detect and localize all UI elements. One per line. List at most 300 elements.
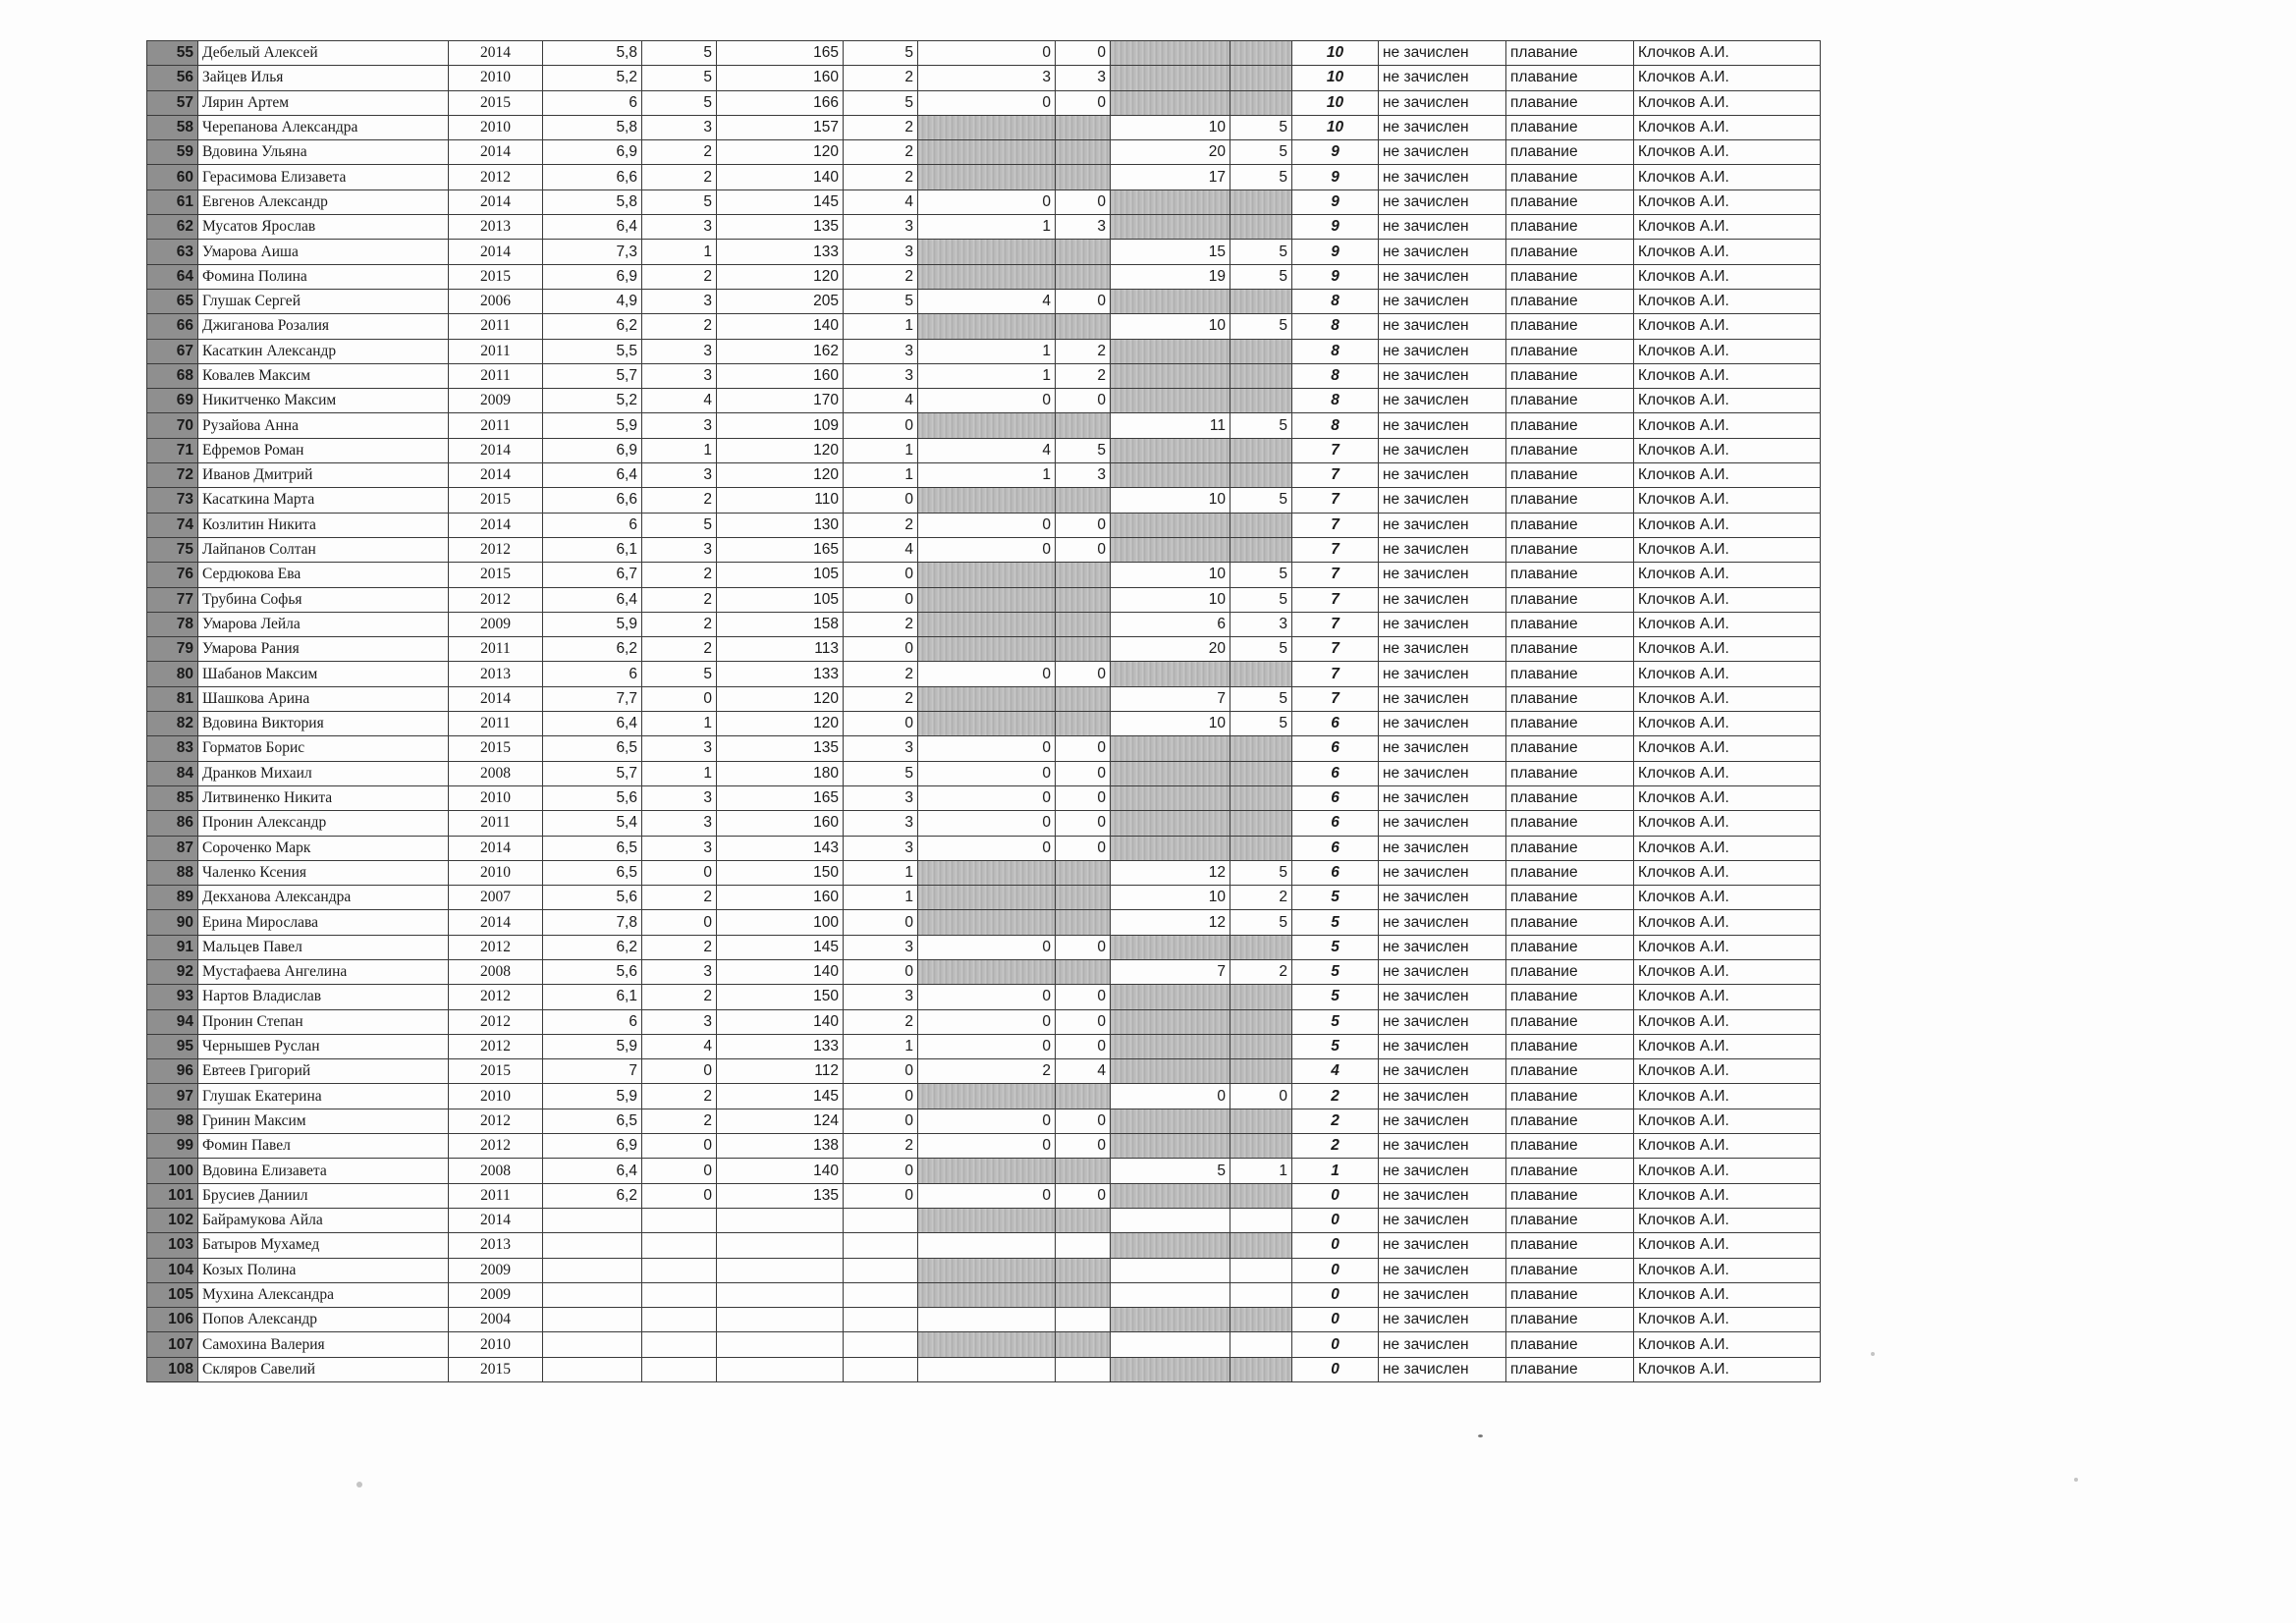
coach-cell: Клочков А.И. xyxy=(1634,1034,1821,1058)
status-cell: не зачислен xyxy=(1379,1282,1506,1307)
birth-year: 2014 xyxy=(449,1208,543,1232)
test-value-3 xyxy=(918,1332,1056,1357)
test-points-4 xyxy=(1230,438,1292,462)
status-cell: не зачислен xyxy=(1379,1034,1506,1058)
test-points-2: 2 xyxy=(844,662,918,686)
test-points-3 xyxy=(1056,712,1111,736)
birth-year: 2015 xyxy=(449,488,543,513)
test-value-1: 6,9 xyxy=(543,264,642,289)
table-row xyxy=(147,41,1821,66)
test-points-3 xyxy=(1056,910,1111,935)
student-name: Нартов Владислав xyxy=(198,985,449,1009)
total-score: 0 xyxy=(1292,1183,1379,1208)
student-name: Умарова Аиша xyxy=(198,240,449,264)
test-value-1: 5,8 xyxy=(543,189,642,214)
status-cell: не зачислен xyxy=(1379,637,1506,662)
coach-cell: Клочков А.И. xyxy=(1634,935,1821,959)
test-points-1 xyxy=(642,1258,717,1282)
test-points-4 xyxy=(1230,1034,1292,1058)
table-row xyxy=(147,563,1821,587)
test-value-3: 3 xyxy=(918,66,1056,90)
coach-cell: Клочков А.И. xyxy=(1634,1059,1821,1084)
table-row xyxy=(147,886,1821,910)
test-points-3 xyxy=(1056,886,1111,910)
test-points-4: 5 xyxy=(1230,637,1292,662)
birth-year: 2011 xyxy=(449,712,543,736)
test-points-1: 3 xyxy=(642,463,717,488)
test-value-1: 6 xyxy=(543,1009,642,1034)
row-number: 55 xyxy=(147,41,198,66)
row-number: 91 xyxy=(147,935,198,959)
test-points-3: 0 xyxy=(1056,189,1111,214)
test-value-1: 5,9 xyxy=(543,1034,642,1058)
test-value-4 xyxy=(1111,1134,1230,1159)
sport-cell: плавание xyxy=(1506,1084,1634,1109)
test-points-1 xyxy=(642,1233,717,1258)
test-points-1: 2 xyxy=(642,935,717,959)
test-value-4 xyxy=(1111,1332,1230,1357)
sport-cell: плавание xyxy=(1506,563,1634,587)
test-value-2 xyxy=(717,1308,844,1332)
sport-cell: плавание xyxy=(1506,240,1634,264)
test-value-4: 10 xyxy=(1111,488,1230,513)
row-number: 104 xyxy=(147,1258,198,1282)
test-points-4 xyxy=(1230,985,1292,1009)
row-number: 102 xyxy=(147,1208,198,1232)
test-points-4 xyxy=(1230,1233,1292,1258)
birth-year: 2015 xyxy=(449,1059,543,1084)
test-value-1: 7,8 xyxy=(543,910,642,935)
birth-year: 2012 xyxy=(449,985,543,1009)
test-points-4 xyxy=(1230,662,1292,686)
test-value-4 xyxy=(1111,662,1230,686)
coach-cell: Клочков А.И. xyxy=(1634,339,1821,363)
status-cell: не зачислен xyxy=(1379,761,1506,785)
test-value-3 xyxy=(918,959,1056,984)
coach-cell: Клочков А.И. xyxy=(1634,886,1821,910)
table-row xyxy=(147,836,1821,860)
test-value-3: 0 xyxy=(918,537,1056,562)
status-cell: не зачислен xyxy=(1379,115,1506,139)
coach-cell: Клочков А.И. xyxy=(1634,1109,1821,1133)
total-score: 5 xyxy=(1292,886,1379,910)
test-value-3: 2 xyxy=(918,1059,1056,1084)
sport-cell: плавание xyxy=(1506,860,1634,885)
test-points-1: 2 xyxy=(642,264,717,289)
coach-cell: Клочков А.И. xyxy=(1634,1134,1821,1159)
test-value-4: 10 xyxy=(1111,563,1230,587)
test-value-1: 5,2 xyxy=(543,66,642,90)
sport-cell: плавание xyxy=(1506,836,1634,860)
test-value-4 xyxy=(1111,985,1230,1009)
test-points-2: 3 xyxy=(844,215,918,240)
coach-cell: Клочков А.И. xyxy=(1634,910,1821,935)
test-points-2: 2 xyxy=(844,513,918,537)
total-score: 9 xyxy=(1292,264,1379,289)
sport-cell: плавание xyxy=(1506,339,1634,363)
total-score: 7 xyxy=(1292,513,1379,537)
test-value-3: 0 xyxy=(918,1034,1056,1058)
test-points-3 xyxy=(1056,1159,1111,1183)
test-points-1: 3 xyxy=(642,289,717,313)
test-points-3: 0 xyxy=(1056,736,1111,761)
total-score: 9 xyxy=(1292,189,1379,214)
table-row xyxy=(147,463,1821,488)
birth-year: 2012 xyxy=(449,165,543,189)
test-value-1: 5,6 xyxy=(543,886,642,910)
table-row xyxy=(147,1034,1821,1058)
row-number: 66 xyxy=(147,314,198,339)
test-points-3 xyxy=(1056,686,1111,711)
table-row xyxy=(147,314,1821,339)
test-value-3 xyxy=(918,612,1056,636)
total-score: 5 xyxy=(1292,985,1379,1009)
row-number: 82 xyxy=(147,712,198,736)
test-points-1: 3 xyxy=(642,736,717,761)
coach-cell: Клочков А.И. xyxy=(1634,612,1821,636)
test-value-3 xyxy=(918,1084,1056,1109)
test-points-2: 5 xyxy=(844,761,918,785)
test-points-1 xyxy=(642,1308,717,1332)
birth-year: 2010 xyxy=(449,860,543,885)
student-name: Трубина Софья xyxy=(198,587,449,612)
test-value-3: 0 xyxy=(918,1134,1056,1159)
test-points-3 xyxy=(1056,264,1111,289)
table-row xyxy=(147,1208,1821,1232)
test-value-2: 165 xyxy=(717,41,844,66)
test-value-2 xyxy=(717,1258,844,1282)
sport-cell: плавание xyxy=(1506,264,1634,289)
status-cell: не зачислен xyxy=(1379,240,1506,264)
test-points-3: 0 xyxy=(1056,389,1111,413)
sport-cell: плавание xyxy=(1506,1308,1634,1332)
test-value-1: 6,5 xyxy=(543,860,642,885)
test-points-1: 3 xyxy=(642,811,717,836)
test-points-4: 2 xyxy=(1230,886,1292,910)
total-score: 6 xyxy=(1292,811,1379,836)
birth-year: 2012 xyxy=(449,587,543,612)
table-row xyxy=(147,811,1821,836)
student-name: Самохина Валерия xyxy=(198,1332,449,1357)
status-cell: не зачислен xyxy=(1379,488,1506,513)
test-points-3 xyxy=(1056,1233,1111,1258)
coach-cell: Клочков А.И. xyxy=(1634,959,1821,984)
test-points-4 xyxy=(1230,1183,1292,1208)
test-points-2: 0 xyxy=(844,1159,918,1183)
sport-cell: плавание xyxy=(1506,1109,1634,1133)
coach-cell: Клочков А.И. xyxy=(1634,215,1821,240)
test-value-4 xyxy=(1111,339,1230,363)
test-value-4 xyxy=(1111,1183,1230,1208)
test-value-4 xyxy=(1111,1258,1230,1282)
test-value-2: 140 xyxy=(717,1159,844,1183)
test-points-1: 3 xyxy=(642,1009,717,1034)
status-cell: не зачислен xyxy=(1379,1183,1506,1208)
row-number: 74 xyxy=(147,513,198,537)
table-row xyxy=(147,488,1821,513)
test-value-3: 1 xyxy=(918,339,1056,363)
sport-cell: плавание xyxy=(1506,115,1634,139)
test-value-3 xyxy=(918,910,1056,935)
test-points-4: 3 xyxy=(1230,612,1292,636)
test-points-2 xyxy=(844,1282,918,1307)
test-value-4 xyxy=(1111,836,1230,860)
test-value-4 xyxy=(1111,761,1230,785)
student-name: Ефремов Роман xyxy=(198,438,449,462)
test-value-2 xyxy=(717,1208,844,1232)
total-score: 5 xyxy=(1292,1009,1379,1034)
table-row xyxy=(147,537,1821,562)
total-score: 8 xyxy=(1292,314,1379,339)
test-points-2: 3 xyxy=(844,339,918,363)
birth-year: 2012 xyxy=(449,1109,543,1133)
test-value-1: 6 xyxy=(543,90,642,115)
birth-year: 2011 xyxy=(449,363,543,388)
test-value-3 xyxy=(918,314,1056,339)
test-points-1: 5 xyxy=(642,189,717,214)
status-cell: не зачислен xyxy=(1379,264,1506,289)
test-value-1: 6 xyxy=(543,662,642,686)
total-score: 9 xyxy=(1292,165,1379,189)
birth-year: 2014 xyxy=(449,836,543,860)
test-value-2 xyxy=(717,1357,844,1381)
test-points-3 xyxy=(1056,488,1111,513)
test-value-2: 133 xyxy=(717,1034,844,1058)
test-value-4 xyxy=(1111,537,1230,562)
test-points-1: 3 xyxy=(642,836,717,860)
test-value-3 xyxy=(918,115,1056,139)
test-points-3 xyxy=(1056,959,1111,984)
status-cell: не зачислен xyxy=(1379,339,1506,363)
row-number: 70 xyxy=(147,413,198,438)
sport-cell: плавание xyxy=(1506,363,1634,388)
student-name: Умарова Рания xyxy=(198,637,449,662)
birth-year: 2014 xyxy=(449,686,543,711)
test-points-3: 0 xyxy=(1056,985,1111,1009)
coach-cell: Клочков А.И. xyxy=(1634,1183,1821,1208)
birth-year: 2011 xyxy=(449,339,543,363)
test-value-3 xyxy=(918,1208,1056,1232)
test-value-2: 170 xyxy=(717,389,844,413)
status-cell: не зачислен xyxy=(1379,811,1506,836)
row-number: 85 xyxy=(147,785,198,810)
sport-cell: плавание xyxy=(1506,736,1634,761)
test-points-2: 2 xyxy=(844,612,918,636)
coach-cell: Клочков А.И. xyxy=(1634,1233,1821,1258)
row-number: 93 xyxy=(147,985,198,1009)
sport-cell: плавание xyxy=(1506,686,1634,711)
coach-cell: Клочков А.И. xyxy=(1634,115,1821,139)
test-points-3: 0 xyxy=(1056,935,1111,959)
test-points-3 xyxy=(1056,1357,1111,1381)
birth-year: 2012 xyxy=(449,935,543,959)
test-points-2 xyxy=(844,1357,918,1381)
test-value-2: 138 xyxy=(717,1134,844,1159)
status-cell: не зачислен xyxy=(1379,165,1506,189)
birth-year: 2011 xyxy=(449,413,543,438)
test-points-1: 1 xyxy=(642,712,717,736)
test-points-1: 2 xyxy=(642,488,717,513)
test-points-1: 2 xyxy=(642,637,717,662)
coach-cell: Клочков А.И. xyxy=(1634,662,1821,686)
test-value-3 xyxy=(918,686,1056,711)
test-points-3: 0 xyxy=(1056,1034,1111,1058)
student-name: Батыров Мухамед xyxy=(198,1233,449,1258)
table-row xyxy=(147,1109,1821,1133)
test-points-1: 0 xyxy=(642,860,717,885)
test-value-2: 145 xyxy=(717,935,844,959)
test-value-1: 6,6 xyxy=(543,165,642,189)
test-value-4 xyxy=(1111,1009,1230,1034)
coach-cell: Клочков А.И. xyxy=(1634,438,1821,462)
birth-year: 2008 xyxy=(449,959,543,984)
test-value-3 xyxy=(918,240,1056,264)
test-value-2: 120 xyxy=(717,438,844,462)
test-points-3 xyxy=(1056,1084,1111,1109)
status-cell: не зачислен xyxy=(1379,587,1506,612)
status-cell: не зачислен xyxy=(1379,1084,1506,1109)
table-row xyxy=(147,1009,1821,1034)
birth-year: 2011 xyxy=(449,811,543,836)
total-score: 8 xyxy=(1292,413,1379,438)
birth-year: 2008 xyxy=(449,761,543,785)
test-value-4: 6 xyxy=(1111,612,1230,636)
test-points-2: 3 xyxy=(844,811,918,836)
test-value-2: 150 xyxy=(717,985,844,1009)
test-points-1: 5 xyxy=(642,90,717,115)
coach-cell: Клочков А.И. xyxy=(1634,736,1821,761)
test-points-4 xyxy=(1230,537,1292,562)
student-name: Лярин Артем xyxy=(198,90,449,115)
test-points-2: 0 xyxy=(844,1059,918,1084)
test-value-2: 145 xyxy=(717,189,844,214)
test-value-2: 130 xyxy=(717,513,844,537)
test-points-4 xyxy=(1230,215,1292,240)
test-value-1: 5,9 xyxy=(543,413,642,438)
birth-year: 2010 xyxy=(449,1332,543,1357)
sport-cell: плавание xyxy=(1506,1282,1634,1307)
test-value-1: 5,2 xyxy=(543,389,642,413)
total-score: 9 xyxy=(1292,215,1379,240)
sport-cell: плавание xyxy=(1506,438,1634,462)
test-points-2: 5 xyxy=(844,90,918,115)
test-value-1: 5,4 xyxy=(543,811,642,836)
row-number: 64 xyxy=(147,264,198,289)
test-points-4 xyxy=(1230,761,1292,785)
table-row xyxy=(147,438,1821,462)
test-points-3 xyxy=(1056,1332,1111,1357)
row-number: 98 xyxy=(147,1109,198,1133)
test-value-4 xyxy=(1111,513,1230,537)
test-points-3 xyxy=(1056,165,1111,189)
test-points-2 xyxy=(844,1308,918,1332)
test-points-4 xyxy=(1230,1059,1292,1084)
test-value-1: 7,3 xyxy=(543,240,642,264)
coach-cell: Клочков А.И. xyxy=(1634,513,1821,537)
test-value-2: 124 xyxy=(717,1109,844,1133)
row-number: 96 xyxy=(147,1059,198,1084)
test-points-4 xyxy=(1230,389,1292,413)
test-value-3: 0 xyxy=(918,90,1056,115)
status-cell: не зачислен xyxy=(1379,662,1506,686)
total-score: 7 xyxy=(1292,662,1379,686)
test-points-1: 0 xyxy=(642,1059,717,1084)
table-row xyxy=(147,165,1821,189)
status-cell: не зачислен xyxy=(1379,66,1506,90)
test-points-2: 0 xyxy=(844,959,918,984)
sport-cell: плавание xyxy=(1506,189,1634,214)
test-value-1: 7 xyxy=(543,1059,642,1084)
coach-cell: Клочков А.И. xyxy=(1634,1084,1821,1109)
test-points-4 xyxy=(1230,1134,1292,1159)
status-cell: не зачислен xyxy=(1379,1332,1506,1357)
total-score: 8 xyxy=(1292,289,1379,313)
test-value-2: 162 xyxy=(717,339,844,363)
status-cell: не зачислен xyxy=(1379,686,1506,711)
coach-cell: Клочков А.И. xyxy=(1634,1332,1821,1357)
test-points-2: 3 xyxy=(844,985,918,1009)
total-score: 0 xyxy=(1292,1357,1379,1381)
row-number: 62 xyxy=(147,215,198,240)
test-points-3: 0 xyxy=(1056,513,1111,537)
test-value-4 xyxy=(1111,1308,1230,1332)
test-value-4: 0 xyxy=(1111,1084,1230,1109)
test-points-3: 5 xyxy=(1056,438,1111,462)
total-score: 8 xyxy=(1292,339,1379,363)
total-score: 9 xyxy=(1292,240,1379,264)
status-cell: не зачислен xyxy=(1379,910,1506,935)
sport-cell: плавание xyxy=(1506,90,1634,115)
test-value-4: 15 xyxy=(1111,240,1230,264)
test-points-2: 5 xyxy=(844,41,918,66)
test-points-4 xyxy=(1230,513,1292,537)
student-name: Брусиев Даниил xyxy=(198,1183,449,1208)
student-name: Фомин Павел xyxy=(198,1134,449,1159)
test-points-3 xyxy=(1056,140,1111,165)
total-score: 4 xyxy=(1292,1059,1379,1084)
test-value-4 xyxy=(1111,1233,1230,1258)
total-score: 10 xyxy=(1292,41,1379,66)
test-value-2: 140 xyxy=(717,165,844,189)
table-row xyxy=(147,1332,1821,1357)
table-row xyxy=(147,959,1821,984)
test-value-4 xyxy=(1111,1208,1230,1232)
test-value-4 xyxy=(1111,41,1230,66)
sport-cell: плавание xyxy=(1506,587,1634,612)
total-score: 0 xyxy=(1292,1208,1379,1232)
student-name: Козых Полина xyxy=(198,1258,449,1282)
test-value-1: 6,1 xyxy=(543,537,642,562)
test-value-3: 0 xyxy=(918,935,1056,959)
test-value-3 xyxy=(918,563,1056,587)
test-value-1 xyxy=(543,1332,642,1357)
sport-cell: плавание xyxy=(1506,662,1634,686)
test-value-1: 6,4 xyxy=(543,587,642,612)
row-number: 81 xyxy=(147,686,198,711)
status-cell: не зачислен xyxy=(1379,1109,1506,1133)
coach-cell: Клочков А.И. xyxy=(1634,761,1821,785)
test-points-2 xyxy=(844,1208,918,1232)
table-row xyxy=(147,1084,1821,1109)
test-value-4: 19 xyxy=(1111,264,1230,289)
table-row xyxy=(147,860,1821,885)
birth-year: 2014 xyxy=(449,41,543,66)
coach-cell: Клочков А.И. xyxy=(1634,1308,1821,1332)
birth-year: 2008 xyxy=(449,1159,543,1183)
test-value-2: 166 xyxy=(717,90,844,115)
test-points-1: 3 xyxy=(642,785,717,810)
row-number: 88 xyxy=(147,860,198,885)
